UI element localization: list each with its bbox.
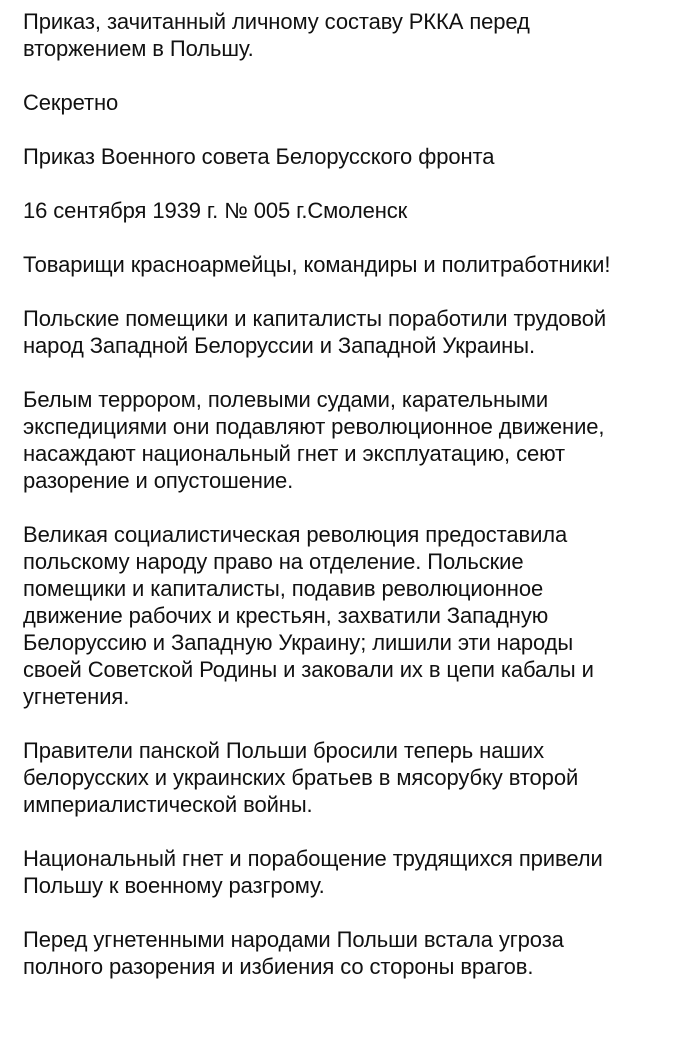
salutation: Товарищи красноармейцы, командиры и политработники! [23,252,611,277]
order-heading: Приказ Военного совета Белорусского фронта [23,144,495,169]
body-paragraph: Перед угнетенными народами Польши встала угроза полного разорения и избиения со стороны врагов. [23,927,564,979]
body-paragraph: Правители панской Польши бросили теперь наших белорусских и украинских братьев в мясорубку второй империалистической войны. [23,738,579,817]
order-date-number-place: 16 сентября 1939 г. № 005 г.Смоленск [23,198,408,223]
body-paragraph: Белым террором, полевыми судами, карательными экспедициями они подавляют революционное движение, насаждают национальный гнет и эксплуатацию, сеют разорение и опустошение. [23,387,605,493]
document-title: Приказ, зачитанный личному составу РККА перед вторжением в Польшу. [23,9,530,61]
classification-label: Секретно [23,90,119,115]
body-paragraph: Великая социалистическая революция предоставила польскому народу право на отделение. Польские помещики и капиталисты, подавив революционное движение рабочих и крестьян, захватили Западную Белоруссию и Западную Украину; лишили эти народы своей Советской Родины и заковали их в цепи кабалы и угнетения. [23,522,594,709]
body-paragraph: Национальный гнет и порабощение трудящихся привели Польшу к военному разгрому. [23,846,603,898]
body-paragraph: Польские помещики и капиталисты поработили трудовой народ Западной Белоруссии и Западной Украины. [23,306,607,358]
